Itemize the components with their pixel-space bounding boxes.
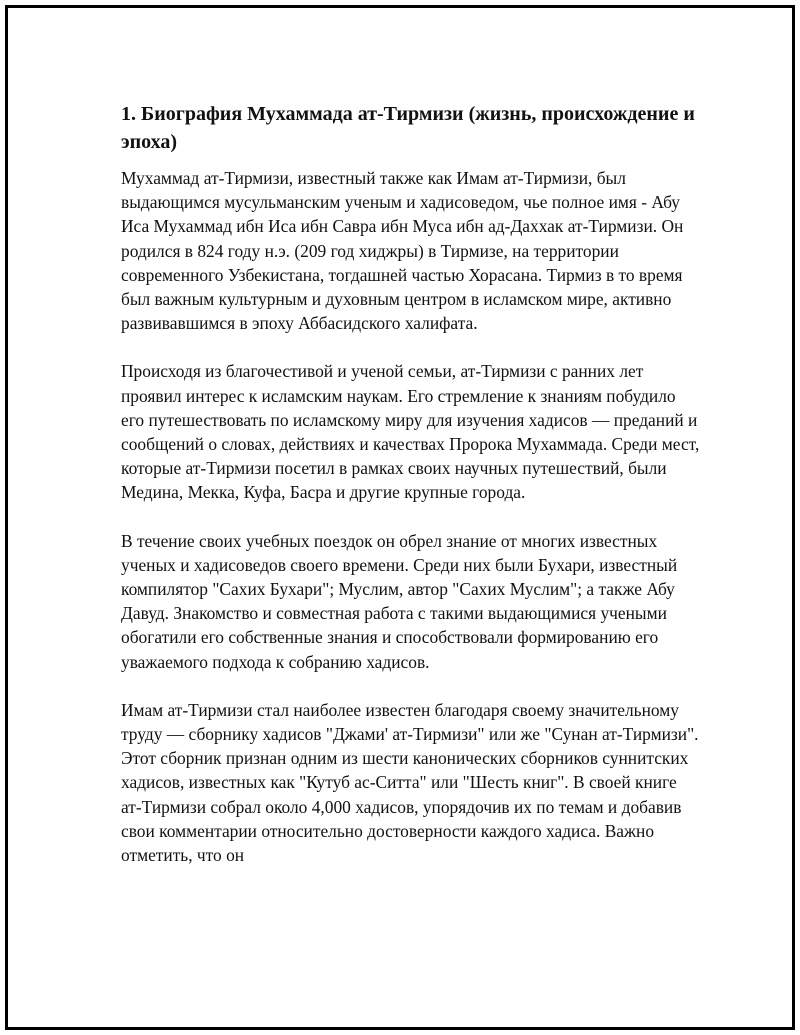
document-body	[121, 100, 701, 891]
paragraph-1: Мухаммад ат-Тирмизи, известный также как Имам ат-Тирмизи, был выдающимся мусульманским ученым и хадисоведом, чье полное имя - Абу Иса Мухаммад ибн Иса ибн Савра ибн Муса ибн ад-Даххак ат-Тирмизи. Он родился в 824 году н.э. (209 год хиджры) в Тирмизе, на территории современного Узбекистана, тогдашней частью Хорасана. Тирмиз в то время был важным культурным и духовным центром в исламском мире, активно развивавшимся в эпоху Аббасидского халифата.	[121, 168, 684, 334]
paragraph-2: Происходя из благочестивой и ученой семьи, ат-Тирмизи с ранних лет проявил интерес к исламским наукам. Его стремление к знаниям побудило его путешествовать по исламскому миру для изучения хадисов — преданий и сообщений о словах, действиях и качествах Пророка Мухаммада. Среди мест, которые ат-Тирмизи посетил в рамках своих научных путешествий, были Медина, Мекка, Куфа, Басра и другие крупные города.	[121, 361, 700, 503]
paragraph-4: Имам ат-Тирмизи стал наиболее известен благодаря своему значительному труду — сборнику хадисов "Джами' ат-Тирмизи" или же "Сунан ат-Тирмизи". Этот сборник признан одним из шести канонических сборников суннитских хадисов, известных как "Кутуб ас-Ситта" или "Шесть книг". В своей книге ат-Тирмизи собрал около 4,000 хадисов, упорядочив их по темам и добавив свои комментарии относительно достоверности каждого хадиса. Важно отметить, что он	[121, 699, 699, 866]
paragraph-3: В течение своих учебных поездок он обрел знание от многих известных ученых и хадисоведов своего времени. Среди них были Бухари, известный компилятор "Сахих Бухари"; Муслим, автор "Сахих Муслим"; а также Абу Давуд. Знакомство и совместная работа с такими выдающимися учеными обогатили его собственные знания и способствовали формированию его уважаемого подхода к собранию хадисов.	[121, 530, 678, 672]
page-frame	[5, 5, 795, 1030]
section-heading: 1. Биография Мухаммада ат-Тирмизи (жизнь, происхождение и эпоха)	[121, 103, 695, 153]
